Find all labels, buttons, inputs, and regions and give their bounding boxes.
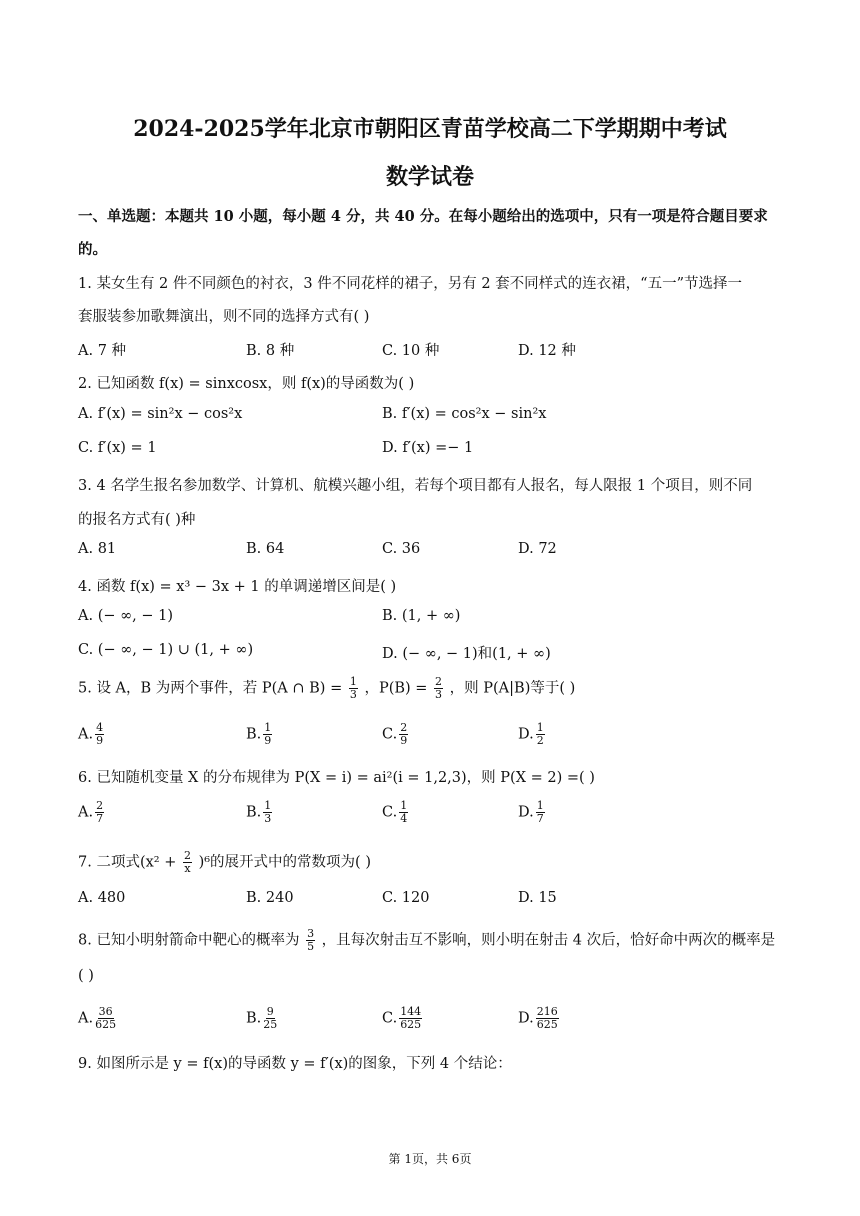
q5-text-3: ，则 P(A|B)等于( ) <box>449 680 576 697</box>
q5-option-d: D. $\frac{1}{2}$ <box>518 721 544 747</box>
section-heading-cont: 的。 <box>78 241 107 258</box>
question-1-stem-cont: 套服装参加歌舞演出，则不同的选择方式有( ) <box>78 309 370 325</box>
q5-option-a: A. $\frac{4}{9}$ <box>78 721 104 747</box>
question-1-stem: 1. 某女生有 2 件不同颜色的衬衣，3 件不同花样的裙子，另有 2 套不同样式的连衣裙，“五一”节选择一 <box>78 276 742 292</box>
q4-option-d: D. (− ∞, − 1)和(1, + ∞) <box>382 646 551 662</box>
q8-option-a: A. $\frac{36}{625}$ <box>78 1005 117 1031</box>
q3-option-b: B. 64 <box>246 541 285 557</box>
q8-text-2: ，且每次射击互不影响，则小明在射击 4 次后，恰好命中两次的概率是 <box>321 932 776 949</box>
q8-option-c: C. $\frac{144}{625}$ <box>382 1005 422 1031</box>
question-3-stem: 3. 4 名学生报名参加数学、计算机、航模兴趣小组，若每个项目都有人报名，每人限报 1 个项目，则不同 <box>78 478 753 494</box>
q7-text-1: 7. 二项式(x² + <box>78 854 177 871</box>
q4-option-c: C. (− ∞, − 1) ∪ (1, + ∞) <box>78 642 254 658</box>
question-9-stem: 9. 如图所示是 y = f(x)的导函数 y = f′(x)的图象，下列 4 个结论： <box>78 1056 512 1072</box>
q5-fraction-1: $\frac{1}{3}$ <box>349 675 357 701</box>
question-6-stem: 6. 已知随机变量 X 的分布规律为 P(X = i) = ai²(i = 1,2,3)，则 P(X = 2) =( ) <box>78 770 595 786</box>
q2-option-c: C. f′(x) = 1 <box>78 440 157 456</box>
q1-option-a: A. 7 种 <box>78 343 127 359</box>
q5-fraction-2: $\frac{2}{3}$ <box>435 675 443 701</box>
exam-subtitle: 数学试卷 <box>385 164 474 190</box>
q7-option-b: B. 240 <box>246 890 294 906</box>
question-3-stem-cont: 的报名方式有( )种 <box>78 512 196 528</box>
q2-option-b: B. f′(x) = cos²x − sin²x <box>382 406 547 422</box>
q7-text-2: )⁶的展开式中的常数项为( ) <box>198 854 371 871</box>
q4-option-a: A. (− ∞, − 1) <box>78 608 174 624</box>
question-8-stem-cont: ( ) <box>78 968 94 984</box>
question-8-stem <box>78 928 775 953</box>
q5-option-c: C. $\frac{2}{9}$ <box>382 721 408 747</box>
question-7-stem <box>78 850 371 875</box>
q5-text-1: 5. 设 A，B 为两个事件，若 P(A ∩ B) = <box>78 680 343 697</box>
q8-option-b: B. $\frac{9}{25}$ <box>246 1005 278 1031</box>
q1-option-b: B. 8 种 <box>246 343 295 359</box>
q3-option-c: C. 36 <box>382 541 421 557</box>
q1-option-d: D. 12 种 <box>518 343 576 359</box>
q6-option-d: D. $\frac{1}{7}$ <box>518 799 544 825</box>
q7-option-c: C. 120 <box>382 890 430 906</box>
q5-text-2: ，P(B) = <box>364 680 428 697</box>
q1-option-c: C. 10 种 <box>382 343 440 359</box>
question-4-stem: 4. 函数 f(x) = x³ − 3x + 1 的单调递增区间是( ) <box>78 579 397 595</box>
q8-option-d: D. $\frac{216}{625}$ <box>518 1005 558 1031</box>
q7-option-d: D. 15 <box>518 890 557 906</box>
q6-option-a: A. $\frac{2}{7}$ <box>78 799 104 825</box>
page-footer: 第 1页，共 6页 <box>388 1152 472 1166</box>
section-heading: 一、单选题：本题共 10 小题，每小题 4 分，共 40 分。在每小题给出的选项中，只有一项是符合题目要求 <box>78 208 768 225</box>
q8-text-1: 8. 已知小明射箭命中靶心的概率为 <box>78 932 300 949</box>
question-5-stem <box>78 676 575 701</box>
q2-option-a: A. f′(x) = sin²x − cos²x <box>78 406 243 422</box>
q8-fraction: $\frac{3}{5}$ <box>307 927 315 953</box>
exam-title: 2024-2025学年北京市朝阳区青苗学校高二下学期期中考试 <box>133 116 727 142</box>
q5-option-b: B. $\frac{1}{9}$ <box>246 721 272 747</box>
q6-option-b: B. $\frac{1}{3}$ <box>246 799 272 825</box>
q2-option-d: D. f′(x) =− 1 <box>382 440 474 456</box>
q3-option-d: D. 72 <box>518 541 557 557</box>
q4-option-b: B. (1, + ∞) <box>382 608 461 624</box>
q6-option-c: C. $\frac{1}{4}$ <box>382 799 408 825</box>
q7-fraction: $\frac{2}{x}$ <box>183 849 191 875</box>
question-2-stem: 2. 已知函数 f(x) = sinxcosx，则 f(x)的导函数为( ) <box>78 376 415 392</box>
q3-option-a: A. 81 <box>78 541 117 557</box>
q7-option-a: A. 480 <box>78 890 126 906</box>
